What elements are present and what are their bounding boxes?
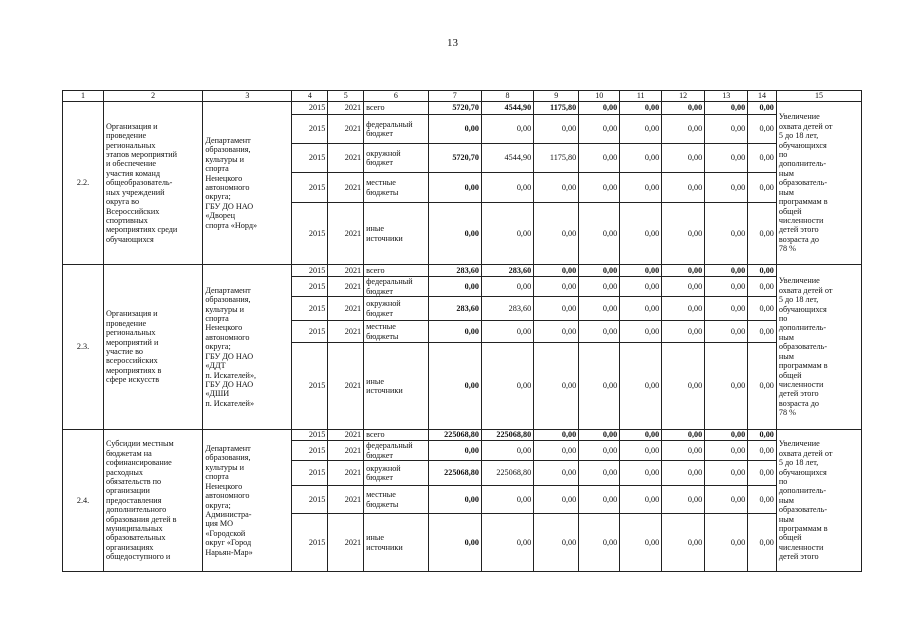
year-amount: 0,00 [481,173,533,203]
column-number: 11 [620,91,662,102]
year-amount: 0,00 [662,115,705,144]
column-number: 2 [103,91,202,102]
year-amount: 0,00 [534,297,579,321]
year-amount: 0,00 [620,297,662,321]
year-amount: 0,00 [662,297,705,321]
year-amount: 0,00 [662,265,705,277]
total-amount: 0,00 [428,115,481,144]
year-amount: 0,00 [662,441,705,461]
end-year: 2021 [328,144,364,173]
year-amount: 0,00 [579,173,620,203]
funding-source: иные источники [364,514,429,572]
start-year: 2015 [292,277,328,297]
start-year: 2015 [292,173,328,203]
year-amount: 0,00 [620,461,662,486]
end-year: 2021 [328,277,364,297]
year-amount: 0,00 [534,514,579,572]
executor: Департамент образования, культуры и спорта Ненецкого автономного округа; ГБУ ДО НАО «ДДТ п. Искателей», ГБУ ДО НАО «ДШИ п. Искателей» [203,265,292,430]
year-amount: 0,00 [705,297,748,321]
budget-table [62,90,862,572]
start-year: 2015 [292,461,328,486]
year-amount: 0,00 [534,441,579,461]
year-amount: 0,00 [579,297,620,321]
funding-source: иные источники [364,203,429,265]
year-amount: 0,00 [705,173,748,203]
end-year: 2021 [328,265,364,277]
end-year: 2021 [328,102,364,115]
year-amount: 0,00 [662,173,705,203]
funding-source: окружной бюджет [364,461,429,486]
year-amount: 4544,90 [481,144,533,173]
year-amount: 0,00 [481,203,533,265]
funding-source: всего [364,430,429,441]
year-amount: 0,00 [705,343,748,430]
column-number: 1 [63,91,104,102]
year-amount: 0,00 [662,321,705,343]
start-year: 2015 [292,430,328,441]
year-amount: 0,00 [748,321,777,343]
column-number: 15 [776,91,861,102]
year-amount: 0,00 [748,297,777,321]
start-year: 2015 [292,115,328,144]
year-amount: 0,00 [705,461,748,486]
end-year: 2021 [328,321,364,343]
year-amount: 0,00 [748,441,777,461]
column-number: 13 [705,91,748,102]
year-amount: 0,00 [662,430,705,441]
end-year: 2021 [328,343,364,430]
funding-source: федеральный бюджет [364,441,429,461]
funding-source: иные источники [364,343,429,430]
start-year: 2015 [292,343,328,430]
funding-source: местные бюджеты [364,486,429,514]
year-amount: 0,00 [705,144,748,173]
year-amount: 0,00 [620,173,662,203]
year-amount: 0,00 [534,115,579,144]
funding-source: федеральный бюджет [364,115,429,144]
year-amount: 0,00 [620,486,662,514]
column-number: 6 [364,91,429,102]
end-year: 2021 [328,297,364,321]
funding-source: федеральный бюджет [364,277,429,297]
total-amount: 0,00 [428,277,481,297]
year-amount: 0,00 [534,203,579,265]
column-number: 8 [481,91,533,102]
year-amount: 0,00 [748,144,777,173]
year-amount: 0,00 [620,102,662,115]
year-amount: 0,00 [705,321,748,343]
start-year: 2015 [292,441,328,461]
column-number: 14 [748,91,777,102]
end-year: 2021 [328,115,364,144]
total-amount: 0,00 [428,203,481,265]
column-number: 7 [428,91,481,102]
executor: Департамент образования, культуры и спорта Ненецкого автономного округа; Администра- ция МО «Городской округ «Город Нарьян-Мар» [203,430,292,572]
total-amount: 0,00 [428,173,481,203]
funding-source: местные бюджеты [364,321,429,343]
year-amount: 0,00 [534,486,579,514]
executor: Департамент образования, культуры и спорта Ненецкого автономного округа; ГБУ ДО НАО «Дворец спорта «Норд» [203,102,292,265]
year-amount: 0,00 [579,321,620,343]
year-amount: 0,00 [748,102,777,115]
start-year: 2015 [292,297,328,321]
funding-source: окружной бюджет [364,144,429,173]
year-amount: 0,00 [534,173,579,203]
year-amount: 0,00 [579,441,620,461]
column-number: 3 [203,91,292,102]
year-amount: 0,00 [620,203,662,265]
section-number: 2.4. [63,430,104,572]
year-amount: 0,00 [620,265,662,277]
year-amount: 0,00 [534,321,579,343]
year-amount: 0,00 [620,343,662,430]
year-amount: 225068,80 [481,461,533,486]
total-amount: 5720,70 [428,144,481,173]
total-amount: 225068,80 [428,461,481,486]
year-amount: 0,00 [705,102,748,115]
funding-source: местные бюджеты [364,173,429,203]
year-amount: 0,00 [579,343,620,430]
year-amount: 1175,80 [534,144,579,173]
year-amount: 0,00 [662,277,705,297]
year-amount: 0,00 [748,173,777,203]
end-year: 2021 [328,461,364,486]
year-amount: 0,00 [705,514,748,572]
table-row [63,430,862,441]
year-amount: 0,00 [662,461,705,486]
start-year: 2015 [292,514,328,572]
year-amount: 0,00 [748,115,777,144]
year-amount: 0,00 [534,265,579,277]
column-number: 9 [534,91,579,102]
year-amount: 0,00 [748,486,777,514]
end-year: 2021 [328,514,364,572]
total-amount: 0,00 [428,321,481,343]
year-amount: 0,00 [579,102,620,115]
start-year: 2015 [292,102,328,115]
start-year: 2015 [292,203,328,265]
total-amount: 0,00 [428,343,481,430]
year-amount: 0,00 [579,144,620,173]
funding-source: окружной бюджет [364,297,429,321]
year-amount: 0,00 [481,514,533,572]
end-year: 2021 [328,441,364,461]
year-amount: 0,00 [534,343,579,430]
year-amount: 0,00 [620,277,662,297]
total-amount: 283,60 [428,265,481,277]
table-row [63,265,862,277]
year-amount: 0,00 [481,115,533,144]
column-number-row [63,91,862,102]
year-amount: 0,00 [662,343,705,430]
year-amount: 0,00 [481,321,533,343]
year-amount: 0,00 [620,321,662,343]
year-amount: 0,00 [620,430,662,441]
start-year: 2015 [292,265,328,277]
column-number: 12 [662,91,705,102]
end-year: 2021 [328,430,364,441]
year-amount: 0,00 [662,486,705,514]
total-amount: 0,00 [428,441,481,461]
year-amount: 0,00 [620,144,662,173]
start-year: 2015 [292,486,328,514]
section-number: 2.2. [63,102,104,265]
year-amount: 225068,80 [481,430,533,441]
section-number: 2.3. [63,265,104,430]
column-number: 10 [579,91,620,102]
end-year: 2021 [328,486,364,514]
year-amount: 0,00 [481,486,533,514]
year-amount: 4544,90 [481,102,533,115]
year-amount: 0,00 [705,430,748,441]
year-amount: 0,00 [662,102,705,115]
year-amount: 0,00 [579,265,620,277]
start-year: 2015 [292,321,328,343]
start-year: 2015 [292,144,328,173]
column-number: 5 [328,91,364,102]
year-amount: 0,00 [748,514,777,572]
year-amount: 0,00 [579,430,620,441]
year-amount: 0,00 [620,115,662,144]
total-amount: 225068,80 [428,430,481,441]
event-name: Организация и проведение региональных мероприятий и участие во всероссийских мероприятиях в сфере искусств [103,265,202,430]
year-amount: 0,00 [662,203,705,265]
year-amount: 0,00 [579,486,620,514]
total-amount: 0,00 [428,514,481,572]
year-amount: 283,60 [481,297,533,321]
funding-source: всего [364,102,429,115]
year-amount: 0,00 [705,486,748,514]
table-row [63,102,862,115]
expected-result: Увеличение охвата детей от 5 до 18 лет, обучающихся по дополнитель- ным образователь- ным программам в общей численности детей этого возраста до 78 % [776,265,861,430]
year-amount: 0,00 [748,277,777,297]
year-amount: 0,00 [705,265,748,277]
year-amount: 0,00 [579,277,620,297]
end-year: 2021 [328,173,364,203]
year-amount: 0,00 [579,514,620,572]
total-amount: 283,60 [428,297,481,321]
year-amount: 0,00 [481,343,533,430]
year-amount: 1175,80 [534,102,579,115]
year-amount: 0,00 [534,277,579,297]
year-amount: 0,00 [481,277,533,297]
expected-result: Увеличение охвата детей от 5 до 18 лет, обучающихся по дополнитель- ным образователь- ным программам в общей численности детей этого [776,430,861,572]
year-amount: 0,00 [579,203,620,265]
year-amount: 0,00 [579,115,620,144]
total-amount: 0,00 [428,486,481,514]
year-amount: 0,00 [534,430,579,441]
event-name: Субсидии местным бюджетам на софинансирование расходных обязательств по организации предоставления дополнительного образования детей в муниципальных образовательных организациях общедоступного и [103,430,202,572]
year-amount: 0,00 [748,203,777,265]
year-amount: 0,00 [662,514,705,572]
year-amount: 0,00 [748,430,777,441]
year-amount: 0,00 [662,144,705,173]
year-amount: 0,00 [481,441,533,461]
year-amount: 0,00 [748,343,777,430]
year-amount: 0,00 [705,115,748,144]
expected-result: Увеличение охвата детей от 5 до 18 лет, обучающихся по дополнитель- ным образователь- ным программам в общей численности детей этого возраста до 78 % [776,102,861,265]
year-amount: 0,00 [534,461,579,486]
page-number: 13 [447,37,458,49]
year-amount: 0,00 [748,461,777,486]
year-amount: 0,00 [620,441,662,461]
year-amount: 0,00 [748,265,777,277]
year-amount: 0,00 [705,277,748,297]
year-amount: 0,00 [620,514,662,572]
column-number: 4 [292,91,328,102]
year-amount: 283,60 [481,265,533,277]
event-name: Организация и проведение региональных этапов мероприятий и обеспечение участия команд общеобразователь- ных учреждений округа во Всероссийских спортивных мероприятиях среди обучающихся [103,102,202,265]
total-amount: 5720,70 [428,102,481,115]
end-year: 2021 [328,203,364,265]
year-amount: 0,00 [579,461,620,486]
year-amount: 0,00 [705,203,748,265]
funding-source: всего [364,265,429,277]
year-amount: 0,00 [705,441,748,461]
